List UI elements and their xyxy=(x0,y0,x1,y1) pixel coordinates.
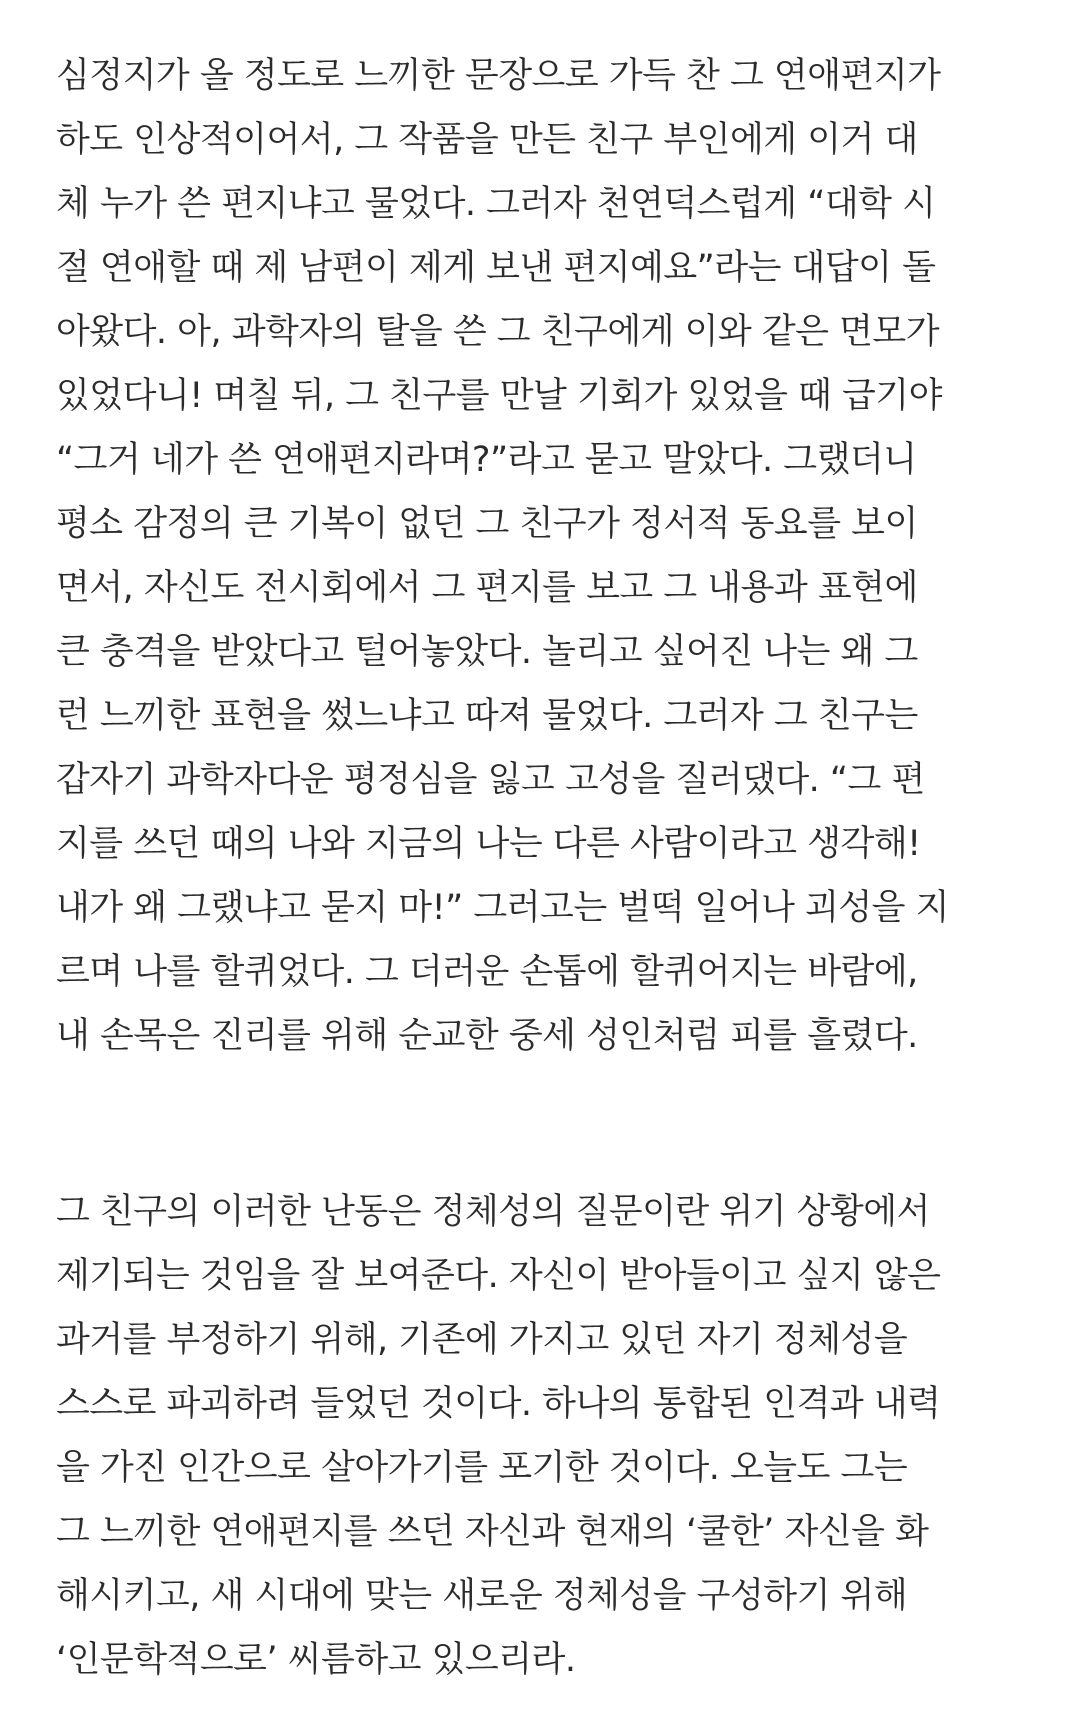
text-line: 을 가진 인간으로 살아가기를 포기한 것이다. 오늘도 그는 xyxy=(56,1448,908,1488)
text-line: 절 연애할 때 제 남편이 제게 보낸 편지예요”라는 대답이 돌 xyxy=(56,248,936,288)
text-line: 과거를 부정하기 위해, 기존에 가지고 있던 자기 정체성을 xyxy=(56,1320,908,1360)
text-line: 있었다니! 며칠 뒤, 그 친구를 만날 기회가 있었을 때 급기야 xyxy=(56,376,942,416)
text-line: 제기되는 것임을 잘 보여준다. 자신이 받아들이고 싶지 않은 xyxy=(56,1256,941,1296)
text-line: ‘인문학적으로’ 씨름하고 있으리라. xyxy=(56,1640,576,1680)
text-line: “그거 네가 쓴 연애편지라며?”라고 묻고 말았다. 그랬더니 xyxy=(56,440,917,480)
text-line: 그 느끼한 연애편지를 쓰던 자신과 현재의 ‘쿨한’ 자신을 화 xyxy=(56,1512,929,1552)
article-body xyxy=(56,44,1056,1692)
text-line: 그 친구의 이러한 난동은 정체성의 질문이란 위기 상황에서 xyxy=(56,1192,930,1232)
text-line: 하도 인상적이어서, 그 작품을 만든 친구 부인에게 이거 대 xyxy=(56,120,918,160)
text-line: 내가 왜 그랬냐고 묻지 마!” 그러고는 벌떡 일어나 괴성을 지 xyxy=(56,888,949,928)
paragraph-1 xyxy=(56,44,1056,1068)
text-line: 심정지가 올 정도로 느끼한 문장으로 가득 찬 그 연애편지가 xyxy=(56,56,941,96)
text-line: 르며 나를 할퀴었다. 그 더러운 손톱에 할퀴어지는 바람에, xyxy=(56,952,918,992)
text-line: 큰 충격을 받았다고 털어놓았다. 놀리고 싶어진 나는 왜 그 xyxy=(56,632,918,672)
text-line: 해시키고, 새 시대에 맞는 새로운 정체성을 구성하기 위해 xyxy=(56,1576,908,1616)
text-line: 아왔다. 아, 과학자의 탈을 쓴 그 친구에게 이와 같은 면모가 xyxy=(56,312,940,352)
paragraph-2 xyxy=(56,1180,1056,1692)
text-line: 내 손목은 진리를 위해 순교한 중세 성인처럼 피를 흘렸다. xyxy=(56,1016,918,1056)
text-line: 지를 쓰던 때의 나와 지금의 나는 다른 사람이라고 생각해! xyxy=(56,824,921,864)
text-line: 스스로 파괴하려 들었던 것이다. 하나의 통합된 인격과 내력 xyxy=(56,1384,941,1424)
text-line: 평소 감정의 큰 기복이 없던 그 친구가 정서적 동요를 보이 xyxy=(56,504,918,544)
text-line: 갑자기 과학자다운 평정심을 잃고 고성을 질러댔다. “그 편 xyxy=(56,760,925,800)
text-line: 면서, 자신도 전시회에서 그 편지를 보고 그 내용과 표현에 xyxy=(56,568,918,608)
text-line: 런 느끼한 표현을 썼느냐고 따져 물었다. 그러자 그 친구는 xyxy=(56,696,918,736)
text-line: 체 누가 쓴 편지냐고 물었다. 그러자 천연덕스럽게 “대학 시 xyxy=(56,184,936,224)
paragraph-spacer xyxy=(56,1068,1056,1180)
